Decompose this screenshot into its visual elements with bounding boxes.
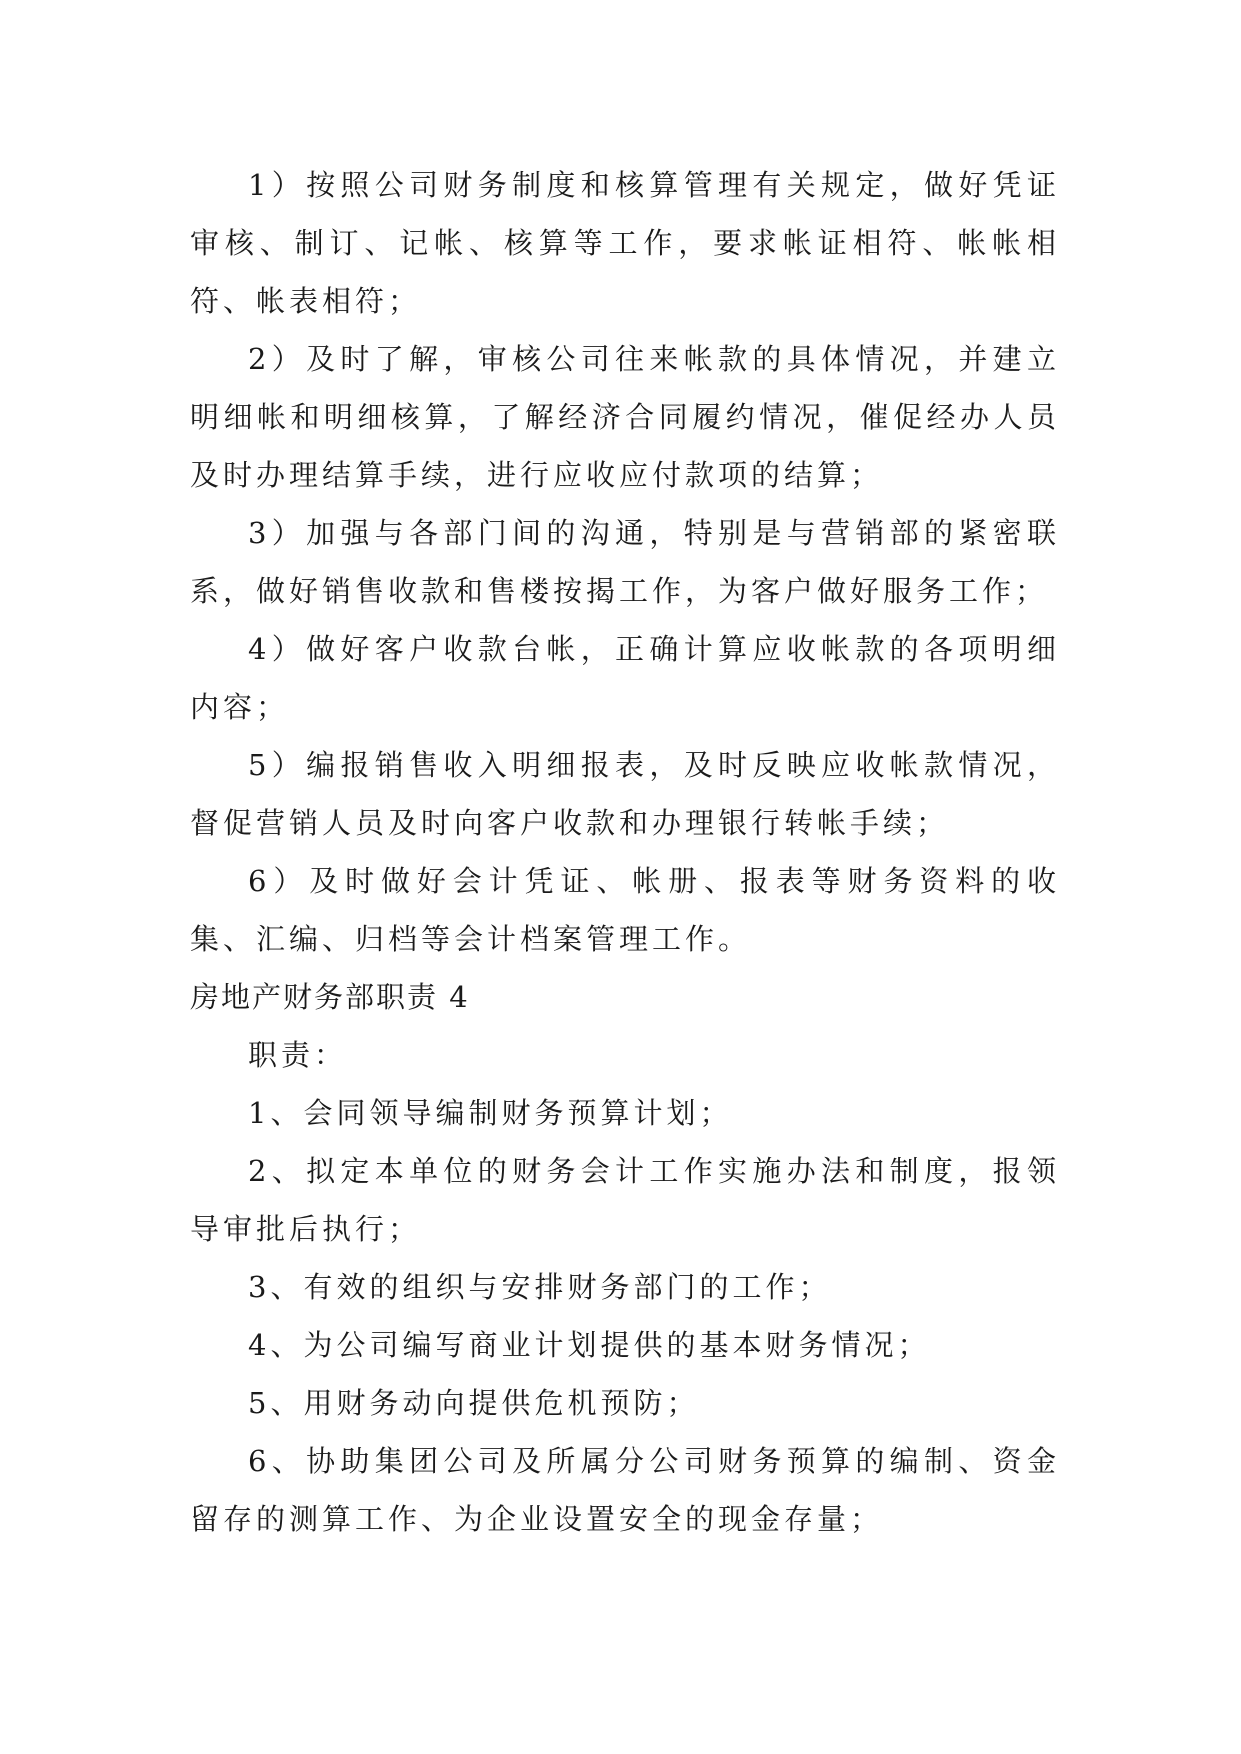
- paragraph-item-1: 1）按照公司财务制度和核算管理有关规定，做好凭证审核、制订、记帐、核算等工作，要求帐证相符、帐帐相符、帐表相符；: [190, 168, 1060, 318]
- paragraph-item-4: 4）做好客户收款台帐，正确计算应收帐款的各项明细内容；: [190, 632, 1060, 724]
- document-body: [190, 156, 1060, 1548]
- paragraph-item-6: 6）及时做好会计凭证、帐册、报表等财务资料的收集、汇编、归档等会计档案管理工作。: [190, 864, 1060, 956]
- duty-item-4: 4、为公司编写商业计划提供的基本财务情况；: [248, 1328, 931, 1362]
- duty-item-1: 1、会同领导编制财务预算计划；: [248, 1096, 733, 1130]
- duty-item-2: 2、拟定本单位的财务会计工作实施办法和制度，报领导审批后执行；: [190, 1154, 1060, 1246]
- paragraph-item-3: 3）加强与各部门间的沟通，特别是与营销部的紧密联系，做好销售收款和售楼按揭工作，为客户做好服务工作；: [190, 516, 1060, 608]
- duty-item-3: 3、有效的组织与安排财务部门的工作；: [248, 1270, 832, 1304]
- paragraph-item-2: 2）及时了解，审核公司往来帐款的具体情况，并建立明细帐和明细核算，了解经济合同履约情况，催促经办人员及时办理结算手续，进行应收应付款项的结算；: [190, 342, 1060, 492]
- section-title: 房地产财务部职责 4: [190, 980, 470, 1014]
- paragraph-item-5: 5）编报销售收入明细报表，及时反映应收帐款情况，督促营销人员及时向客户收款和办理银行转帐手续；: [190, 748, 1060, 840]
- duties-label: 职责：: [248, 1038, 348, 1072]
- duty-item-5: 5、用财务动向提供危机预防；: [248, 1386, 700, 1420]
- duty-item-6: 6、协助集团公司及所属分公司财务预算的编制、资金留存的测算工作、为企业设置安全的现金存量；: [190, 1444, 1060, 1536]
